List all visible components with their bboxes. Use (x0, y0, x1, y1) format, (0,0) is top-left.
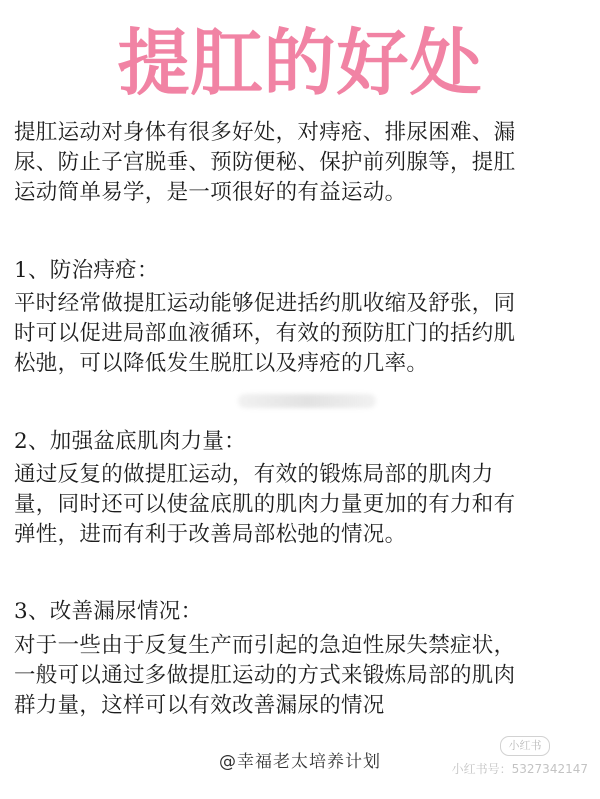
section-heading-3: 3、改善漏尿情况： (14, 599, 203, 624)
intro-line: 运动简单易学，是一项很好的有益运动。 (14, 180, 407, 205)
section-line: 群力量，这样可以有效改善漏尿的情况 (14, 693, 385, 718)
section-body-2 (14, 460, 590, 550)
section-line: 通过反复的做提肛运动，有效的锻炼局部的肌肉力 (14, 462, 494, 487)
page-title: 提肛的好处 (117, 21, 483, 105)
section-line: 松弛，可以降低发生脱肛以及痔疮的几率。 (14, 351, 429, 376)
section-line: 量，同时还可以使盆底肌的肌肉力量更加的有力和有 (14, 492, 516, 517)
xiaohongshu-id-watermark: 小红书号：5327342147 (451, 762, 588, 776)
section-body-1 (14, 289, 590, 379)
section-line: 一般可以通过多做提肛运动的方式来锻炼局部的肌肉 (14, 663, 516, 688)
intro-line: 尿、防止子宫脱垂、预防便秘、保护前列腺等，提肛 (14, 150, 516, 175)
section-body-3 (14, 631, 590, 721)
author-credit: @幸福老太培养计划 (219, 752, 381, 772)
section-heading-1: 1、防治痔疮： (14, 258, 159, 283)
intro-paragraph (14, 118, 590, 208)
section-line: 时可以促进局部血液循环，有效的预防肛门的括约肌 (14, 321, 516, 346)
section-heading-2: 2、加强盆底肌肉力量： (14, 429, 246, 454)
xiaohongshu-watermark-badge: 小红书 (500, 736, 550, 756)
section-line: 弹性，进而有利于改善局部松弛的情况。 (14, 522, 407, 547)
blurred-watermark (238, 394, 376, 408)
section-line: 平时经常做提肛运动能够促进括约肌收缩及舒张，同 (14, 291, 516, 316)
intro-line: 提肛运动对身体有很多好处，对痔疮、排尿困难、漏 (14, 120, 516, 145)
section-line: 对于一些由于反复生产而引起的急迫性尿失禁症状， (14, 633, 516, 658)
